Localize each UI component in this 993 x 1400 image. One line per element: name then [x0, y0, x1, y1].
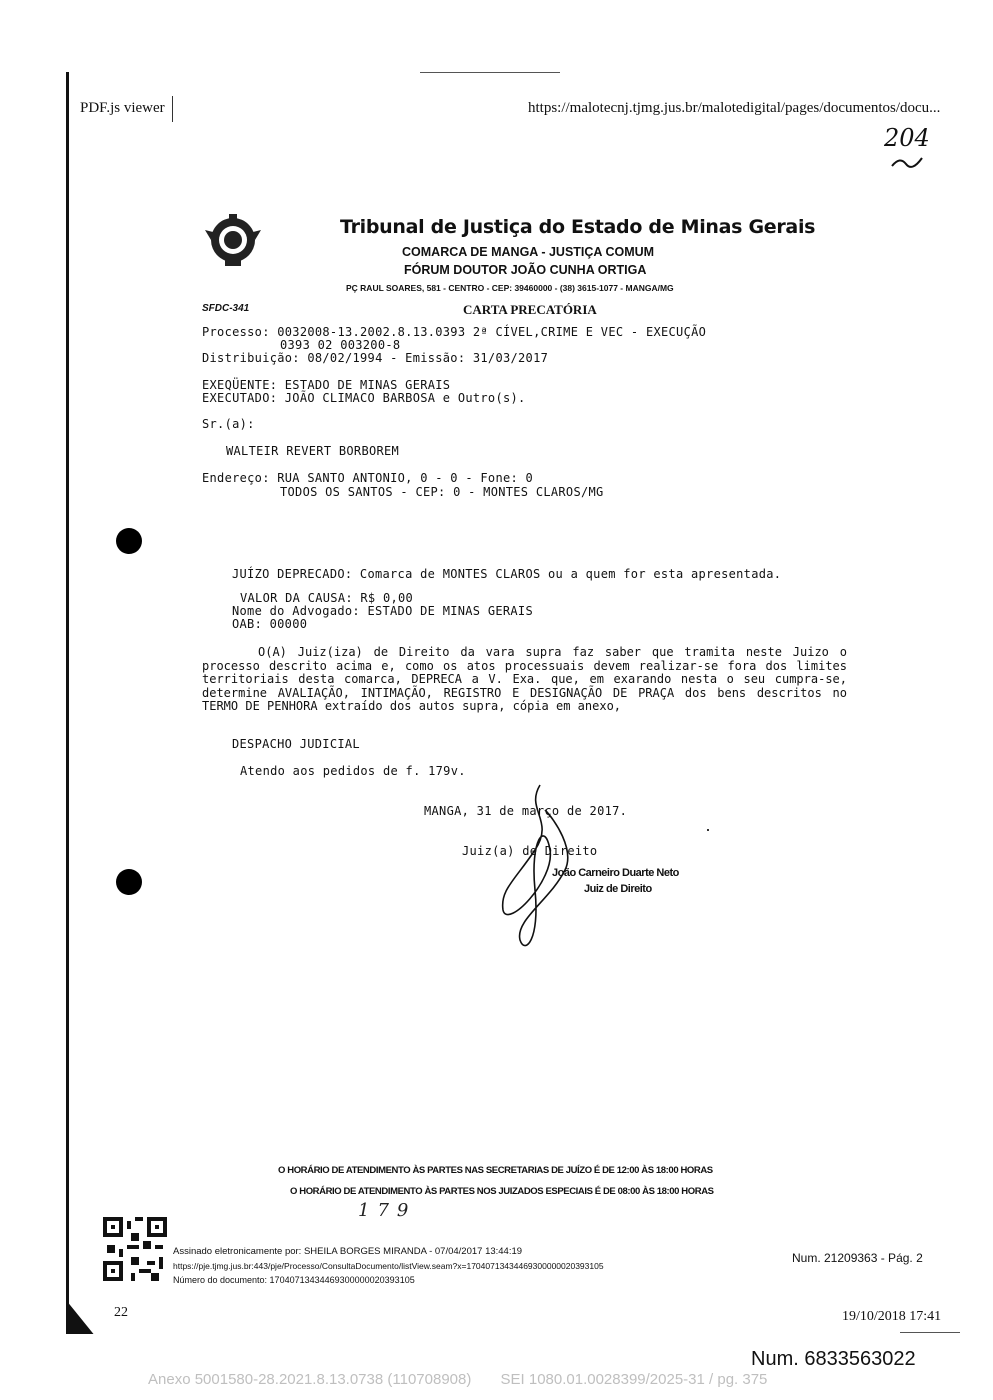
recipient-salutation: Sr.(a):	[202, 417, 255, 431]
punch-hole-top	[116, 528, 142, 554]
doc-type-title: CARTA PRECATÓRIA	[463, 302, 597, 317]
comarca-line: COMARCA DE MANGA - JUSTIÇA COMUM	[402, 245, 655, 259]
qr-code	[103, 1217, 167, 1281]
print-page-index: 22	[114, 1305, 128, 1320]
print-datetime: 19/10/2018 17:41	[842, 1309, 942, 1324]
office-hours-notice-2: O HORÁRIO DE ATENDIMENTO ÀS PARTES NOS JUIZADOS ESPECIAIS É DE 08:00 ÀS 18:00 HORAS	[290, 1186, 714, 1197]
forum-line: FÓRUM DOUTOR JOÃO CUNHA ORTIGA	[404, 263, 647, 277]
judge-stamp-role: Juiz de Direito	[584, 883, 652, 895]
executado: EXECUTADO: JOÃO CLIMACO BARBOSA e Outro(s).	[202, 391, 526, 405]
judge-signature	[495, 780, 585, 960]
despacho-text: Atendo aos pedidos de f. 179v.	[240, 764, 466, 778]
document-number: Número do documento: 17040713434469300000020393105	[173, 1275, 415, 1285]
document-url: https://malotecnj.tjmg.jus.br/malotedigital/pages/documentos/docu...	[528, 100, 941, 116]
place-date: MANGA, 31 de março de 2017.	[424, 804, 628, 818]
handwritten-rubric	[890, 152, 924, 172]
page-left-border	[66, 72, 69, 1334]
address-line-1: Endereço: RUA SANTO ANTONIO, 0 - 0 - Fone: 0	[202, 471, 534, 485]
court-address: PÇ RAUL SOARES, 581 - CENTRO - CEP: 39460000 - (38) 3615-1077 - MANGA/MG	[346, 283, 674, 293]
signature-role: Juiz(a) de Direito	[462, 844, 598, 858]
header-divider	[172, 96, 173, 122]
distribution-line: Distribuição: 08/02/1994 - Emissão: 31/03/2017	[202, 351, 549, 365]
annex-reference: Anexo 5001580-28.2021.8.13.0738 (110708908) SEI 1080.01.0028399/2025-31 / pg. 375	[148, 1371, 768, 1388]
address-line-2: TODOS OS SANTOS - CEP: 0 - MONTES CLAROS/MG	[280, 485, 604, 499]
scan-mark-top	[420, 72, 560, 73]
handwritten-note: 179	[358, 1200, 417, 1221]
outer-document-number: Num. 6833563022	[751, 1348, 916, 1370]
office-hours-notice-1: O HORÁRIO DE ATENDIMENTO ÀS PARTES NAS SECRETARIAS DE JUÍZO É DE 12:00 ÀS 18:00 HORAS	[278, 1165, 713, 1176]
punch-hole-bottom	[116, 869, 142, 895]
valor-da-causa: VALOR DA CAUSA: R$ 0,00	[240, 591, 414, 605]
advogado-name: Nome do Advogado: ESTADO DE MINAS GERAIS	[232, 604, 533, 618]
coat-of-arms-icon	[203, 212, 263, 268]
signed-by-line: Assinado eletronicamente por: SHEILA BORGES MIRANDA - 07/04/2017 13:44:19	[173, 1246, 523, 1257]
page-corner-mark	[66, 1300, 116, 1334]
scan-speck	[707, 829, 709, 831]
despacho-title: DESPACHO JUDICIAL	[232, 737, 360, 751]
juizo-deprecado: JUÍZO DEPRECADO: Comarca de MONTES CLAROS ou a quem for esta apresentada.	[232, 567, 782, 581]
handwritten-folio: 204	[884, 124, 930, 152]
pdf-viewer-label: PDF.js viewer	[80, 100, 165, 116]
num-pag: Num. 21209363 - Pág. 2	[792, 1251, 923, 1265]
process-line-1: Processo: 0032008-13.2002.8.13.0393 2ª CÍVEL,CRIME E VEC - EXECUÇÃO	[202, 325, 707, 339]
scan-dash	[900, 1332, 960, 1333]
court-title: Tribunal de Justiça do Estado de Minas Gerais	[340, 216, 816, 238]
process-line-2: 0393 02 003200-8	[280, 338, 401, 352]
recipient-name: WALTEIR REVERT BORBOREM	[226, 444, 400, 458]
oab-number: OAB: 00000	[232, 617, 308, 631]
exequente: EXEQÜENTE: ESTADO DE MINAS GERAIS	[202, 378, 451, 392]
form-code: SFDC-341	[202, 303, 250, 314]
body-paragraph: O(A) Juiz(iza) de Direito da vara supra faz saber que tramita neste Juizo o processo descrito acima e, como os atos processuais devem realizar-se fora dos limites territoriais desta comarca, DEPRECA a V. Exa. que, em exarando nesta o seu cumpra-se, determine AVALIAÇÃO, INTIMAÇÃO, REGISTRO E DESIGNAÇÃO DE PRAÇA dos bens descritos no TERMO DE PENHORA extraído dos autos supra, cópia em anexo,	[202, 645, 847, 713]
document-link[interactable]: https://pje.tjmg.jus.br:443/pje/Processo/ConsultaDocumento/listView.seam?x=17040713434469300000020393105	[173, 1261, 604, 1271]
judge-stamp-name: João Carneiro Duarte Neto	[552, 867, 679, 879]
